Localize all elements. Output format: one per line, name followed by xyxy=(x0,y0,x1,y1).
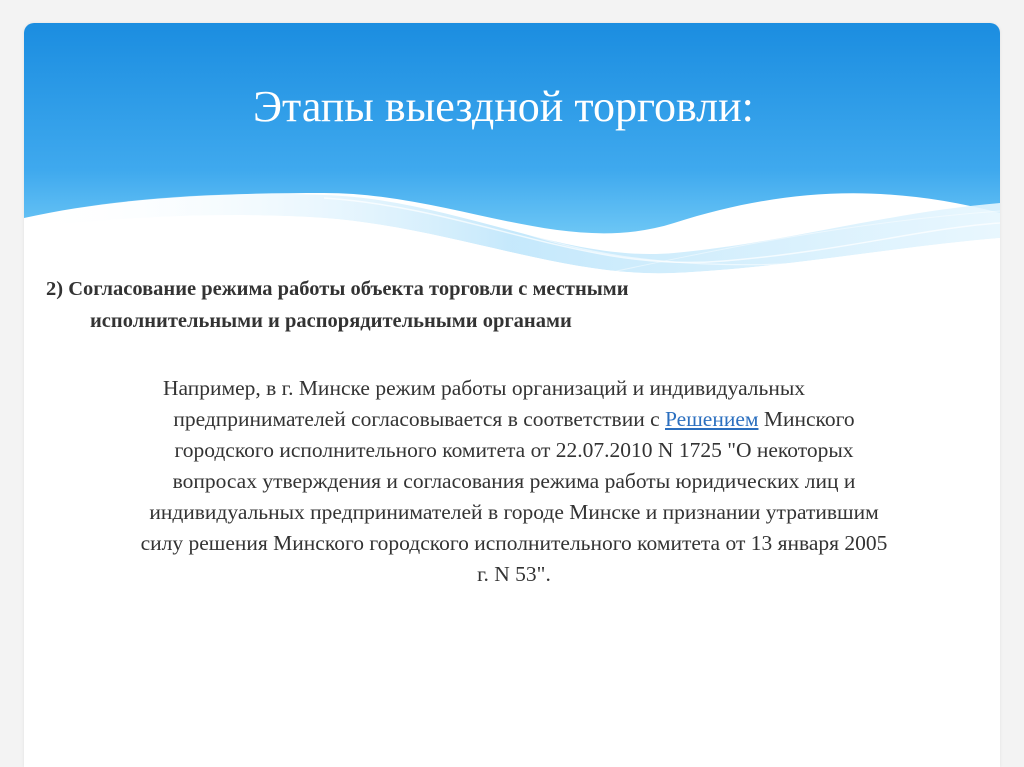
body-line-2-start: предпринимателей согласовывается в соответствии с xyxy=(173,407,665,431)
body-line-5: индивидуальных предпринимателей в городе Минске и признании утратившим xyxy=(149,500,879,524)
body-line-4: вопросах утверждения и согласования режима работы юридических лиц и xyxy=(172,469,856,493)
body-line-2-end: Минского xyxy=(758,407,855,431)
body-line-7: г. N 53". xyxy=(477,562,551,586)
body-line-2 xyxy=(54,404,974,435)
body-line-3: городского исполнительного комитета от 22.07.2010 N 1725 "О некоторых xyxy=(174,438,854,462)
section-heading-line-1: 2) Согласование режима работы объекта торговли с местными xyxy=(46,278,629,300)
wave-background xyxy=(24,23,1000,293)
section-heading-line-2: исполнительными и распорядительными органами xyxy=(90,310,572,332)
slide-title: Этапы выездной торговли: xyxy=(253,82,754,131)
slide-header xyxy=(24,23,1000,293)
decision-link[interactable]: Решением xyxy=(665,407,759,431)
body-paragraph xyxy=(54,373,974,590)
body-line-1: Например, в г. Минске режим работы организаций и индивидуальных xyxy=(162,376,806,400)
slide xyxy=(24,23,1000,767)
section-heading xyxy=(46,273,946,337)
body-line-6: силу решения Минского городского исполнительного комитета от 13 января 2005 xyxy=(140,531,888,555)
